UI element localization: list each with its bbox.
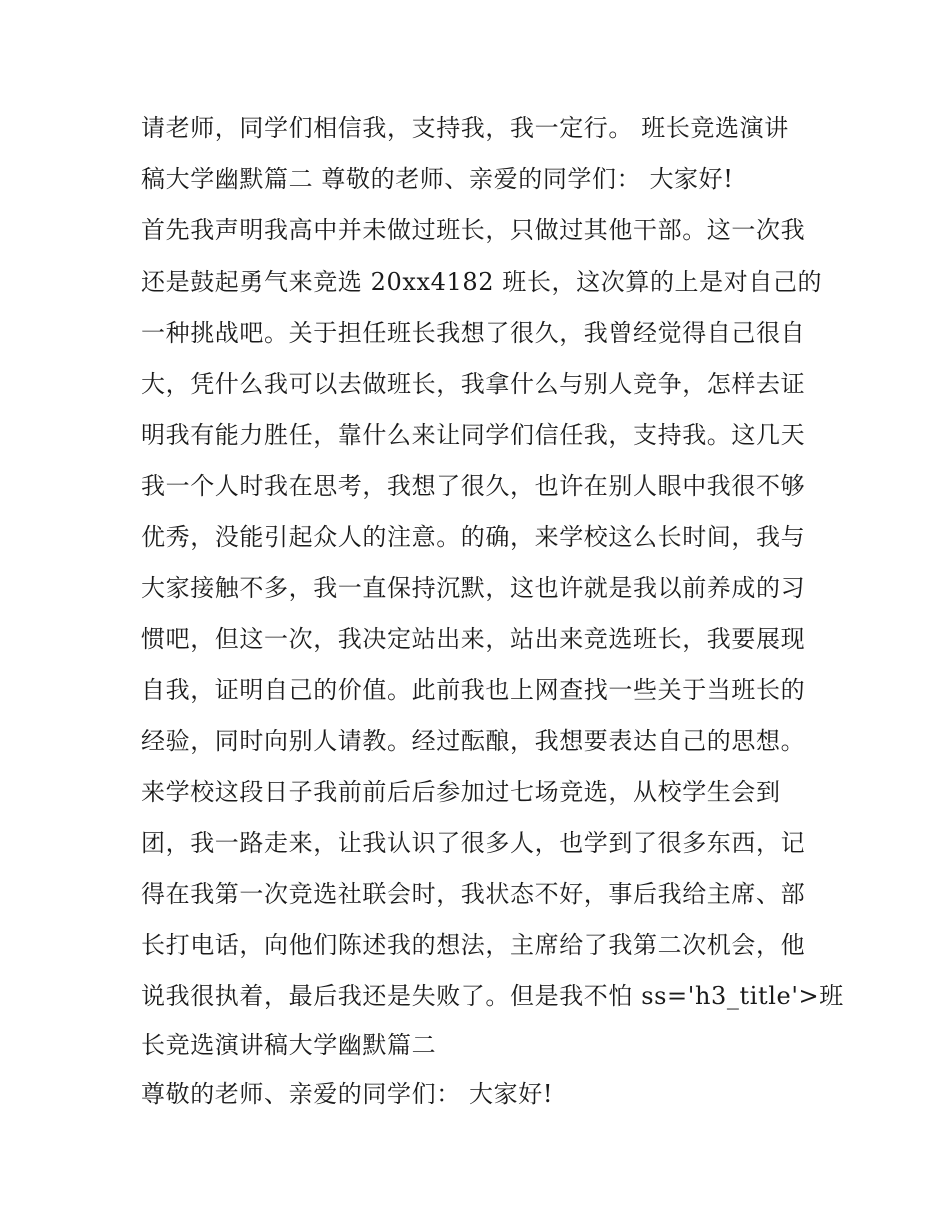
text-line-16: 得在我第一次竞选社联会时，我状态不好，事后我给主席、部 [141, 880, 806, 908]
text-line-6: 大，凭什么我可以去做班长，我拿什么与别人竞争，怎样去证 [141, 370, 806, 398]
text-line-20: 尊敬的老师、亲爱的同学们： 大家好! [141, 1080, 554, 1108]
text-line-9: 优秀，没能引起众人的注意。的确，来学校这么长时间，我与 [141, 523, 806, 551]
text-line-12: 自我，证明自己的价值。此前我也上网查找一些关于当班长的 [141, 676, 806, 704]
text-line-4: 还是鼓起勇气来竞选 20xx4182 班长，这次算的上是对自己的 [141, 268, 823, 296]
text-line-3: 首先我声明我高中并未做过班长，只做过其他干部。这一次我 [141, 216, 806, 244]
text-line-18: 说我很执着，最后我还是失败了。但是我不怕 ss='h3_title'>班 [141, 982, 844, 1010]
text-line-14: 来学校这段日子我前前后后参加过七场竞选，从校学生会到 [141, 778, 781, 806]
text-line-8: 我一个人时我在思考，我想了很久，也许在别人眼中我很不够 [141, 472, 806, 500]
text-line-13: 经验，同时向别人请教。经过酝酿，我想要表达自己的思想。 [141, 727, 806, 755]
text-line-11: 惯吧，但这一次，我决定站出来，站出来竞选班长，我要展现 [141, 625, 806, 653]
text-line-10: 大家接触不多，我一直保持沉默，这也许就是我以前养成的习 [141, 574, 806, 602]
text-line-5: 一种挑战吧。关于担任班长我想了很久，我曾经觉得自己很自 [141, 319, 806, 347]
text-line-19: 长竞选演讲稿大学幽默篇二 [141, 1031, 437, 1059]
text-line-17: 长打电话，向他们陈述我的想法，主席给了我第二次机会，他 [141, 931, 806, 959]
text-line-15: 团，我一路走来，让我认识了很多人，也学到了很多东西，记 [141, 829, 806, 857]
text-line-2: 稿大学幽默篇二 尊敬的老师、亲爱的同学们： 大家好! [141, 165, 734, 193]
text-line-7: 明我有能力胜任，靠什么来让同学们信任我，支持我。这几天 [141, 421, 806, 449]
text-line-1: 请老师，同学们相信我，支持我，我一定行。 班长竞选演讲 [141, 114, 789, 142]
